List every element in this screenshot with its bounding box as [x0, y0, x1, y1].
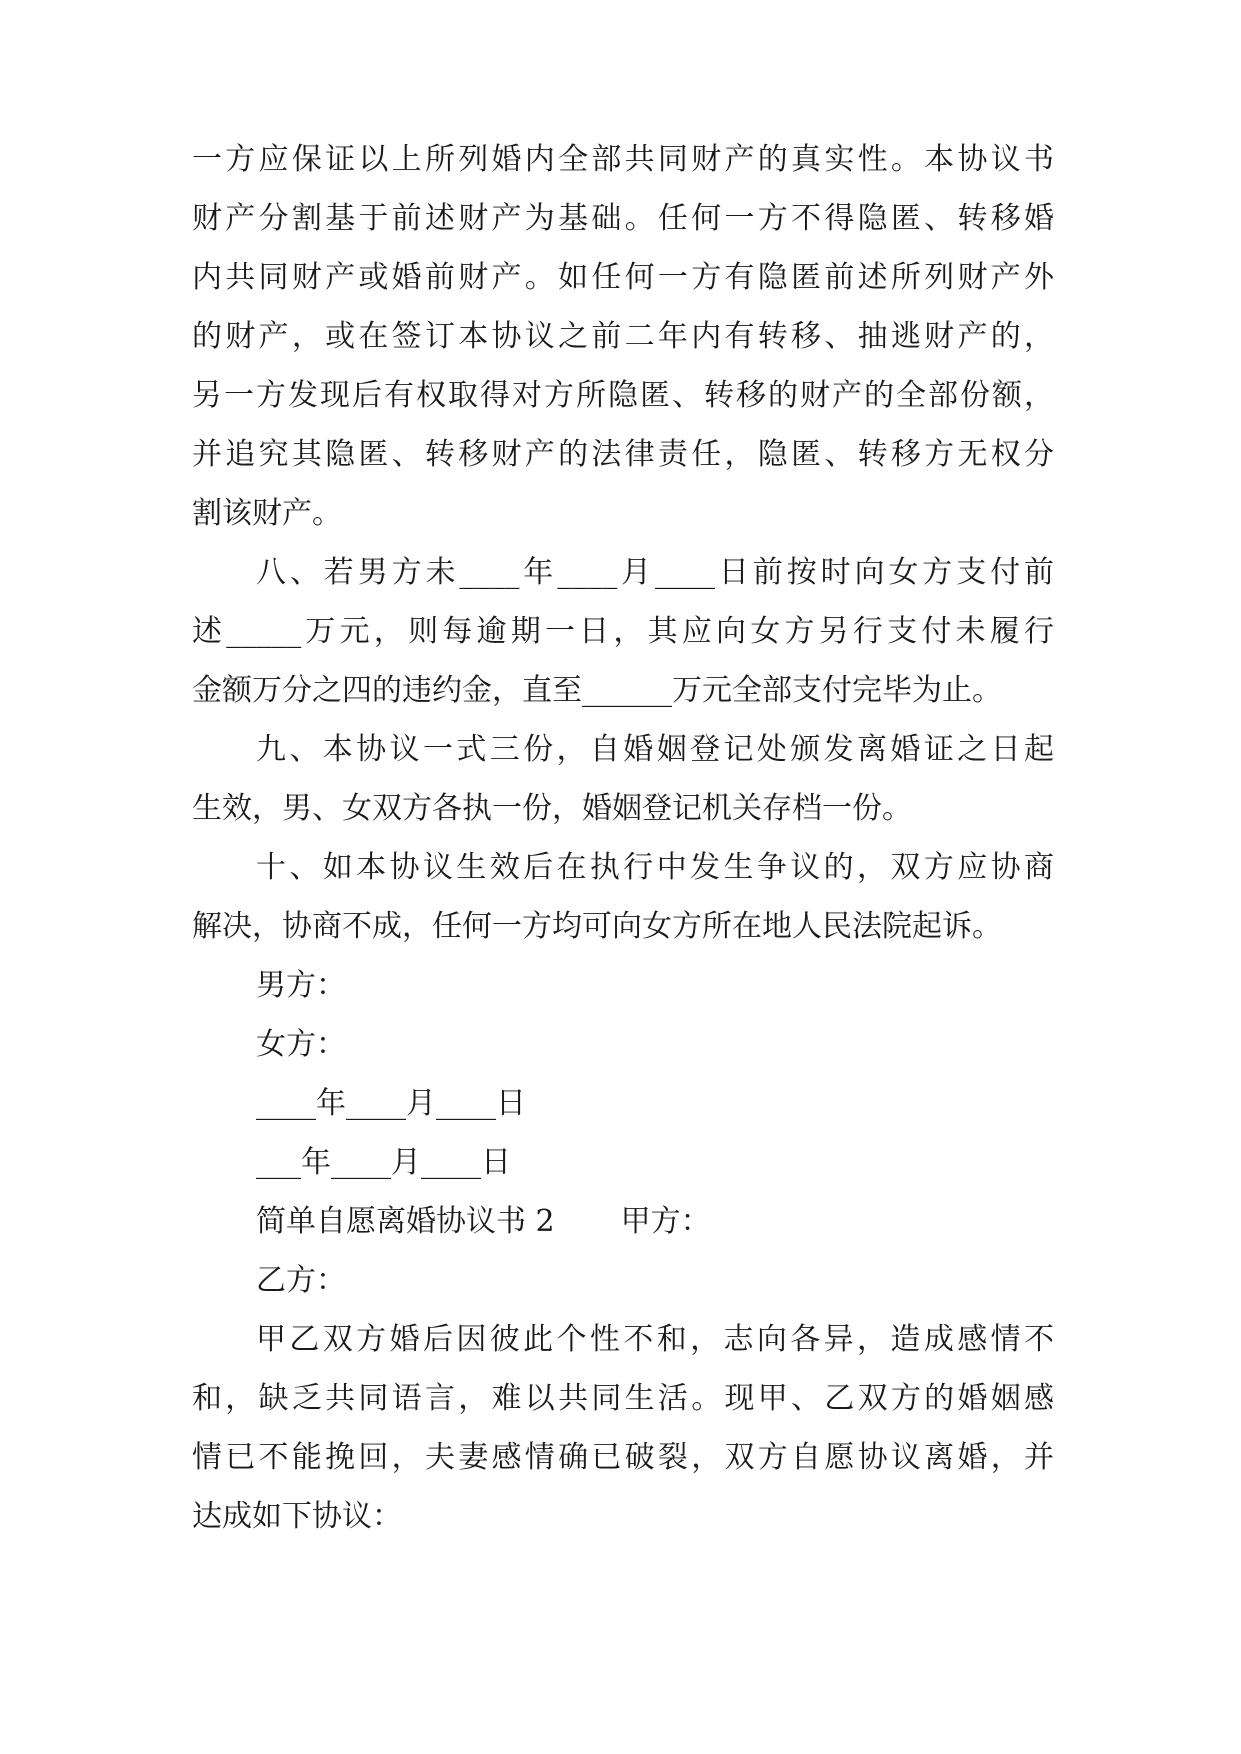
- female-party-signature: 女方：: [256, 1027, 346, 1062]
- clause-9-line: 生效，男、女双方各执一份，婚姻登记机关存档一份。: [192, 791, 912, 826]
- agreement-intro-line: 情已不能挽回，夫妻感情确已破裂，双方自愿协议离婚，并: [192, 1440, 1054, 1475]
- agreement-intro-line: 达成如下协议：: [192, 1499, 402, 1534]
- clause-10-line: 十、如本协议生效后在执行中发生争议的，双方应协商: [256, 850, 1054, 885]
- section-title-line: [192, 1192, 1054, 1251]
- paragraph-line: 的财产，或在签订本协议之前二年内有转移、抽逃财产的，: [192, 319, 1054, 354]
- party-b-label: 乙方：: [256, 1263, 346, 1298]
- signature-date-1: ____年____月____日: [256, 1086, 526, 1121]
- paragraph-line: 内共同财产或婚前财产。如任何一方有隐匿前述所列财产外: [192, 260, 1054, 295]
- clause-8-line: 述_____万元，则每逾期一日，其应向女方另行支付未履行: [192, 614, 1054, 649]
- paragraph-line: 割该财产。: [192, 496, 342, 531]
- clause-10-line: 解决，协商不成，任何一方均可向女方所在地人民法院起诉。: [192, 909, 1002, 944]
- document-body: [192, 130, 1054, 1546]
- party-a-label: 甲方：: [620, 1204, 711, 1239]
- paragraph-line: 一方应保证以上所列婚内全部共同财产的真实性。本协议书: [192, 142, 1054, 177]
- signature-date-2: ___年____月____日: [256, 1145, 511, 1180]
- clause-8-line: 金额万分之四的违约金，直至______万元全部支付完毕为止。: [192, 673, 1002, 708]
- paragraph-line: 另一方发现后有权取得对方所隐匿、转移的财产的全部份额，: [192, 378, 1054, 413]
- agreement-intro-line: 和，缺乏共同语言，难以共同生活。现甲、乙双方的婚姻感: [192, 1381, 1054, 1416]
- clause-9-line: 九、本协议一式三份，自婚姻登记处颁发离婚证之日起: [256, 732, 1054, 767]
- clause-8-line: 八、若男方未____年____月____日前按时向女方支付前: [256, 555, 1054, 590]
- agreement-intro-line: 甲乙双方婚后因彼此个性不和，志向各异，造成感情不: [256, 1322, 1054, 1357]
- paragraph-line: 并追究其隐匿、转移财产的法律责任，隐匿、转移方无权分: [192, 437, 1054, 472]
- section-title: 简单自愿离婚协议书 2: [256, 1204, 555, 1239]
- paragraph-line: 财产分割基于前述财产为基础。任何一方不得隐匿、转移婚: [192, 201, 1054, 236]
- male-party-signature: 男方：: [256, 968, 346, 1003]
